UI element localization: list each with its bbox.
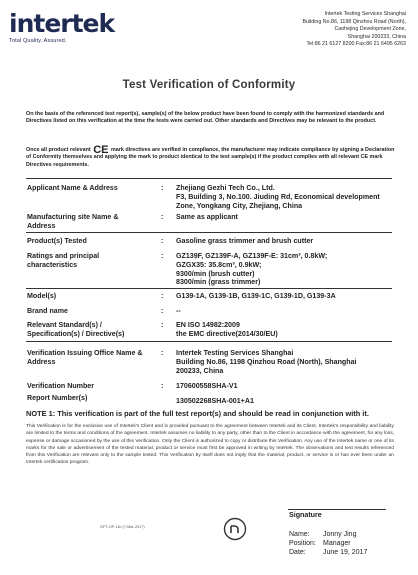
value-line: Building No.86, 1198 Qinzhou Road (North), Shanghai	[176, 357, 357, 366]
manufacturing-site-value: Same as applicant	[176, 213, 238, 221]
models-value: G139-1A, G139-1B, G139-1C, G139-1D, G139-3A	[176, 292, 336, 300]
report-numbers-value: 130502268SHA-001+A1	[176, 397, 254, 405]
intertek-seal-icon	[223, 517, 247, 541]
brand-name-label: Brand name	[27, 307, 68, 315]
signature-line	[288, 509, 386, 510]
value-line: Zhejiang Gezhi Tech Co., Ltd.	[176, 184, 275, 192]
intro-text: mark directives are verified in compliance, the manufacturer may indicate compliance by signing a Declaration of Conformity themselves and applying the mark to product identical to the test sample(s) if the product complies with all relevant CE mark Directives requirements.	[26, 147, 395, 168]
date-label: Date:	[289, 549, 306, 556]
value-line: 9300/min (brush cutter)	[176, 269, 255, 278]
verification-number-value: 170600558SHA-V1	[176, 382, 238, 390]
colon: :	[161, 321, 164, 329]
colon: :	[161, 252, 164, 260]
disclaimer-text: This Verification is for the exclusive use of Intertek's Client and is provided pursuant to the agreement between Intertek and its Client. Intertek's responsibility and liability are limited to the terms and conditions of the agreement. Intertek assumes no liability to any party, other than to the Client in accordance with the agreement, for any loss, expense or damage occasioned by the use of this Verification. Only the Client is authorized to copy or distribute this Verification. Any use of the Intertek name or one of its marks for the sale or advertisement of the tested material, product or service must first be approved in writing by Intertek. The observations and test results referenced from this Verification are relevant only to the sample tested. This Verification by itself does not imply that the material, product, or service is or has ever been under an Intertek certification program.	[26, 424, 394, 466]
value-line: Zone, Yongkang City, Zhejiang, China	[176, 201, 303, 210]
label-line: Ratings and principal	[27, 252, 100, 260]
intertek-logo	[9, 9, 115, 44]
brand-name-value: --	[176, 307, 181, 315]
divider	[26, 341, 392, 342]
signatory-position	[289, 540, 351, 548]
divider	[26, 178, 392, 179]
verification-number-label: Verification Number	[27, 382, 95, 390]
standards-label	[27, 321, 124, 339]
applicant-label: Applicant Name & Address	[27, 184, 118, 192]
date-value: June 19, 2017	[323, 549, 368, 556]
position-label: Position:	[289, 540, 316, 547]
ratings-label	[27, 252, 99, 270]
address-line: Tel:86 21 6127 8200 Fax:86 21 6495 6263	[306, 41, 406, 48]
ce-mark-icon: CE	[93, 144, 109, 156]
colon: :	[161, 382, 164, 390]
label-line: Relevant Standard(s) /	[27, 321, 102, 329]
address-line: Building No.86, 1198 Qinzhou Road (North),	[302, 18, 406, 25]
colon: :	[161, 237, 164, 245]
signature-date	[289, 549, 367, 557]
name-label: Name:	[289, 531, 310, 538]
value-line: EN ISO 14982:2009	[176, 321, 240, 329]
name-value: Jonny Jing	[323, 531, 357, 538]
value-line: Intertek Testing Services Shanghai	[176, 349, 294, 357]
issuer-address-block	[226, 11, 406, 49]
logo-wordmark: intertek	[9, 9, 115, 38]
intro-paragraph-2	[26, 144, 396, 169]
applicant-value	[176, 184, 396, 210]
intro-paragraph-1: On the basis of the referenced test report(s), sample(s) of the below product have been found to comply with the harmonized standards and Directives listed on this verification at the time the tests were carried out. Other standards and Directives may be relevant to the product.	[26, 111, 385, 125]
value-line: GZ139F, GZ139F-A, GZ139F-E: 31cm³, 0.8kW;	[176, 252, 328, 260]
label-line: Address	[27, 357, 56, 366]
colon: :	[161, 307, 164, 315]
divider	[26, 232, 392, 233]
products-tested-value: Gasoline grass trimmer and brush cutter	[176, 237, 314, 245]
signature-heading: Signature	[289, 511, 322, 519]
manufacturing-site-label	[27, 213, 118, 231]
value-line: the EMC directive(2014/30/EU)	[176, 329, 278, 338]
intro-text: Once all product relevant	[26, 147, 91, 153]
label-line: Address	[27, 221, 56, 230]
colon: :	[161, 349, 164, 357]
divider	[26, 288, 392, 289]
value-line: F3, Building 3, No.100. Jiuding Rd, Economical development	[176, 192, 380, 201]
report-numbers-label: Report Number(s)	[27, 394, 88, 402]
address-line: Intertek Testing Services Shanghai	[324, 11, 406, 17]
address-line: Shanghai 200233, China	[347, 33, 406, 40]
signatory-name	[289, 531, 356, 539]
logo-tagline: Total Quality. Assured.	[9, 38, 67, 44]
products-tested-label: Product(s) Tested	[27, 237, 87, 245]
issuing-office-label	[27, 349, 143, 367]
issuing-office-value	[176, 349, 396, 375]
standards-value	[176, 321, 396, 339]
position-value: Manager	[323, 540, 351, 547]
colon: :	[161, 213, 164, 221]
label-line: Specification(s) / Directive(s)	[27, 329, 125, 338]
colon: :	[161, 184, 164, 192]
label-line: Verification Issuing Office Name &	[27, 349, 143, 357]
models-label: Model(s)	[27, 292, 57, 300]
value-line: 200233, China	[176, 366, 224, 375]
label-line: Manufacturing site Name &	[27, 213, 119, 221]
colon: :	[161, 292, 164, 300]
value-line: 8300/min (grass trimmer)	[176, 278, 261, 287]
document-title: Test Verification of Conformity	[122, 79, 296, 91]
address-line: Caohejing Development Zone,	[334, 26, 406, 33]
label-line: characteristics	[27, 260, 78, 269]
form-code: GFT-OP-11b (7-Mar-2017)	[100, 525, 145, 529]
note-1: NOTE 1: This verification is part of the full test report(s) and should be read in conjunction with it.	[26, 409, 369, 418]
value-line: GZGX35: 35.8cm³, 0.9kW;	[176, 260, 262, 269]
ratings-value	[176, 252, 396, 287]
